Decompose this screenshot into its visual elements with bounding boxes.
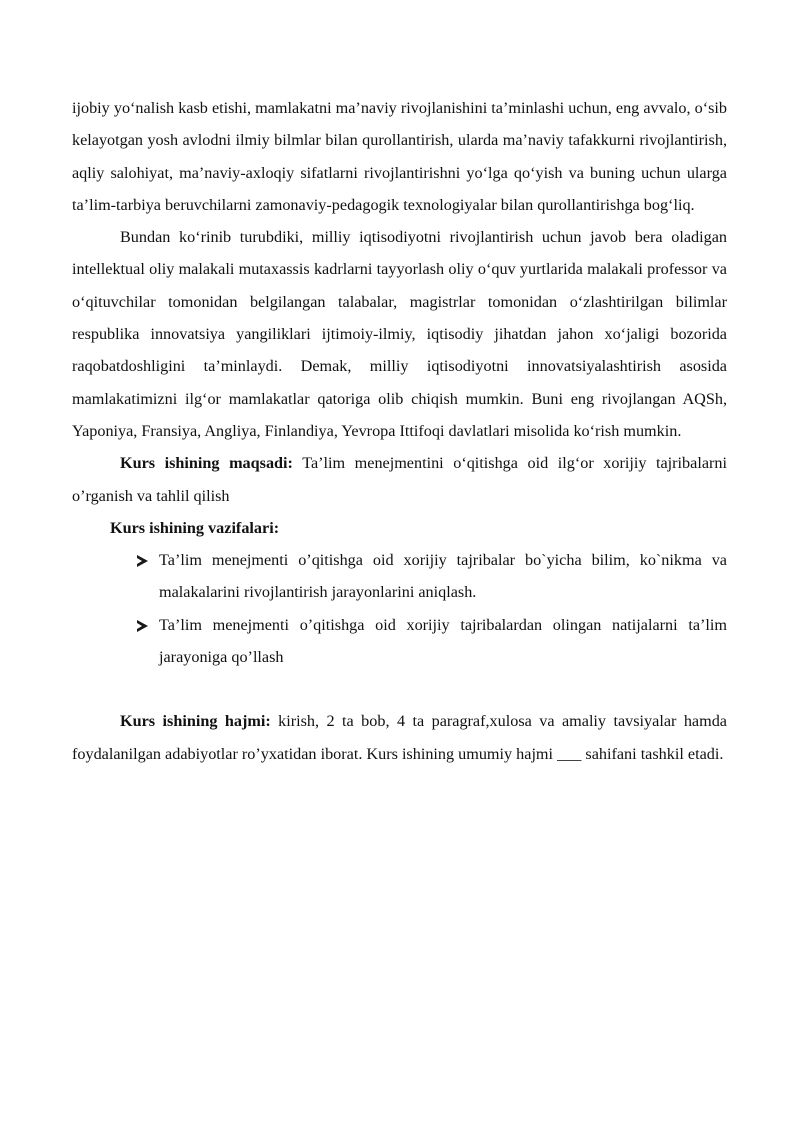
tasks-heading: Kurs ishining vazifalari: (110, 518, 280, 537)
blank-line (72, 673, 727, 705)
second-paragraph: Bundan ko‘rinib turubdiki, milliy iqtisodiyotni rivojlantirish uchun javob bera oladigan intellektual oliy malakali mutaxassis kadrlarni tayyorlash oliy o‘quv yurtlarida malakali professor va o‘qituvchilar tomonidan belgilangan talabalar, magistrlar tomonidan o‘zlashtirilgan bilimlar respublika innovatsiya yangiliklari ijtimoiy-ilmiy, iqtisodiy jihatdan jahon xo‘jaligi bozorida raqobatdoshligini ta’minlaydi. Demak, milliy iqtisodiyotni innovatsiyalashtirish asosida mamlakatimizni ilg‘or mamlakatlar qatoriga olib chiqish mumkin. Buni eng rivojlangan AQSh, Yaponiya, Fransiya, Angliya, Finlandiya, Yevropa Ittifoqi davlatlari misolida ko‘rish mumkin. (72, 228, 727, 440)
volume-paragraph (72, 705, 727, 770)
volume-text: kirish, 2 ta bob, 4 ta paragraf,xulosa va amaliy tavsiyalar hamda foydalanilgan adabiyotlar ro’yxatidan iborat. Kurs ishining umumiy hajmi ___ sahifani tashkil etadi. (72, 712, 727, 763)
task-item-text: Ta’lim menejmenti o’qitishga oid xorijiy tajribalar bo`yicha bilim, ko`nikma va malakalarini rivojlantirish jarayonlarini aniqlash. (159, 551, 727, 602)
task-item (159, 544, 727, 609)
intro-paragraph: ijobiy yo‘nalish kasb etishi, mamlakatni ma’naviy rivojlanishini ta’minlashi uchun, eng avvalo, o‘sib kelayotgan yosh avlodni ilmiy bilmlar bilan qurollantirish, ularda ma’naviy tafakkurni rivojlantirish, aqliy salohiyat, ma’naviy-axloqiy sifatlarni rivojlantirishni yo‘lga qo‘yish va buning uchun ularga ta’lim-tarbiya beruvchilarni zamonaviy-pedagogik texnologiyalar bilan qurollantirishga bog‘liq. (72, 99, 727, 214)
arrow-bullet-icon (137, 620, 148, 632)
document-page (72, 92, 727, 770)
arrow-bullet-icon (137, 555, 148, 567)
goal-paragraph (72, 447, 727, 512)
goal-text: Ta’lim menejmentini o‘qitishga oid ilg‘or xorijiy tajribalarni o’rganish va tahlil qilish (72, 454, 727, 505)
tasks-list (72, 544, 727, 673)
task-item (159, 609, 727, 674)
task-item-text: Ta’lim menejmenti o’qitishga oid xorijiy tajribalardan olingan natijalarni ta’lim jarayoniga qo’llash (159, 615, 727, 667)
volume-label: Kurs ishining hajmi: (120, 712, 271, 731)
goal-label: Kurs ishining maqsadi: (120, 454, 293, 473)
